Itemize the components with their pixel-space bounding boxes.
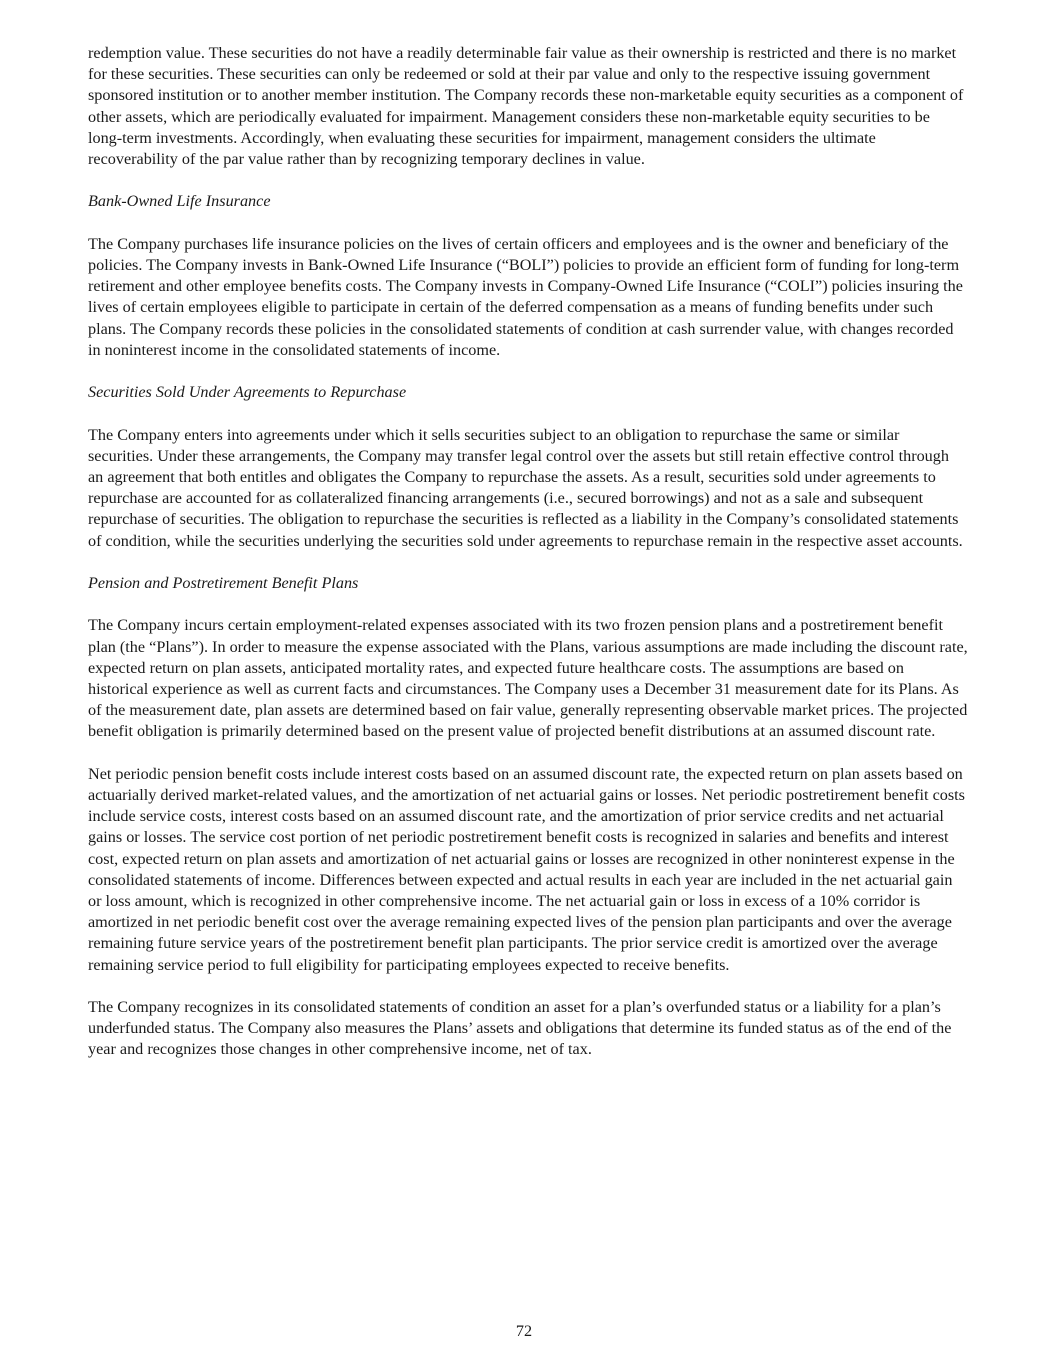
pension-paragraph-3: The Company recognizes in its consolidated statements of condition an asset for a plan’s overfunded status or a liability for a plan’s underfunded status. The Company also measures the Plans’ assets and obligations that determine its funded status as of the end of the year and recognizes those changes in other comprehensive income, net of tax. [88, 998, 952, 1059]
pension-heading: Pension and Postretirement Benefit Plans [88, 574, 359, 592]
boli-heading: Bank-Owned Life Insurance [88, 192, 271, 211]
intro-paragraph: redemption value. These securities do not have a readily determinable fair value as their ownership is restricted and there is no market for these securities. These securities can only be redeemed or sold at their par value and only to the respective issuing government sponsored institution or to another member institution. The Company records these non-marketable equity securities as a component of other assets, which are periodically evaluated for impairment. Management considers these non-marketable equity securities to be long-term investments. Accordingly, when evaluating these securities for impairment, management considers the ultimate recoverability of the par value rather than by recognizing temporary declines in value. [88, 44, 964, 169]
repurchase-heading: Securities Sold Under Agreements to Repurchase [88, 383, 407, 402]
page-content [88, 43, 968, 1082]
repurchase-paragraph: The Company enters into agreements under which it sells securities subject to an obligation to repurchase the same or similar securities. Under these arrangements, the Company may transfer legal control over the assets but still retain effective control through an agreement that both entitles and obligates the Company to repurchase the assets. As a result, securities sold under agreements to repurchase are accounted for as collateralized financing arrangements (i.e., secured borrowings) and not as a sale and subsequent repurchase of securities. The obligation to repurchase the securities is reflected as a liability in the Company’s consolidated statements of condition, while the securities underlying the securities sold under agreements to repurchase remain in the respective asset accounts. [88, 425, 963, 550]
page-number: 72 [515, 1322, 533, 1340]
boli-paragraph: The Company purchases life insurance policies on the lives of certain officers and employees and is the owner and beneficiary of the policies. The Company invests in Bank-Owned Life Insurance (“BOLI”) policies to provide an efficient form of funding for long-term retirement and other employee benefits costs. The Company invests in Company-Owned Life Insurance (“COLI”) policies insuring the lives of certain employees eligible to participate in certain of the deferred compensation as a means of funding benefits under such plans. The Company records these policies in the consolidated statements of condition at cash surrender value, with changes recorded in noninterest income in the consolidated statements of income. [88, 234, 963, 359]
pension-paragraph-1: The Company incurs certain employment-related expenses associated with its two frozen pension plans and a postretirement benefit plan (the “Plans”). In order to measure the expense associated with the Plans, various assumptions are made including the discount rate, expected return on plan assets, anticipated mortality rates, and expected future healthcare costs. The assumptions are based on historical experience as well as current facts and circumstances. The Company uses a December 31 measurement date for its Plans. As of the measurement date, plan assets are determined based on fair value, generally representing observable market prices. The projected benefit obligation is primarily determined based on the present value of projected benefit distributions at an assumed discount rate. [88, 616, 968, 741]
pension-paragraph-2: Net periodic pension benefit costs include interest costs based on an assumed discount rate, the expected return on plan assets based on actuarially derived market-related values, and the amortization of net actuarial gains or losses. Net periodic postretirement benefit costs include service costs, interest costs based on an assumed discount rate, and the amortization of prior service credits and net actuarial gains or losses. The service cost portion of net periodic postretirement benefit costs is recognized in salaries and benefits and interest cost, expected return on plan assets and amortization of net actuarial gains or losses are recognized in other noninterest expense in the consolidated statements of income. Differences between expected and actual results in each year are included in the net actuarial gain or loss amount, which is recognized in other comprehensive income. The net actuarial gain or loss in excess of a 10% corridor is amortized in net periodic benefit cost over the average remaining expected lives of the pension plan participants and over the average remaining future service years of the postretirement benefit plan participants. The prior service credit is amortized over the average remaining service period to full eligibility for participating employees expected to receive benefits. [88, 764, 965, 974]
